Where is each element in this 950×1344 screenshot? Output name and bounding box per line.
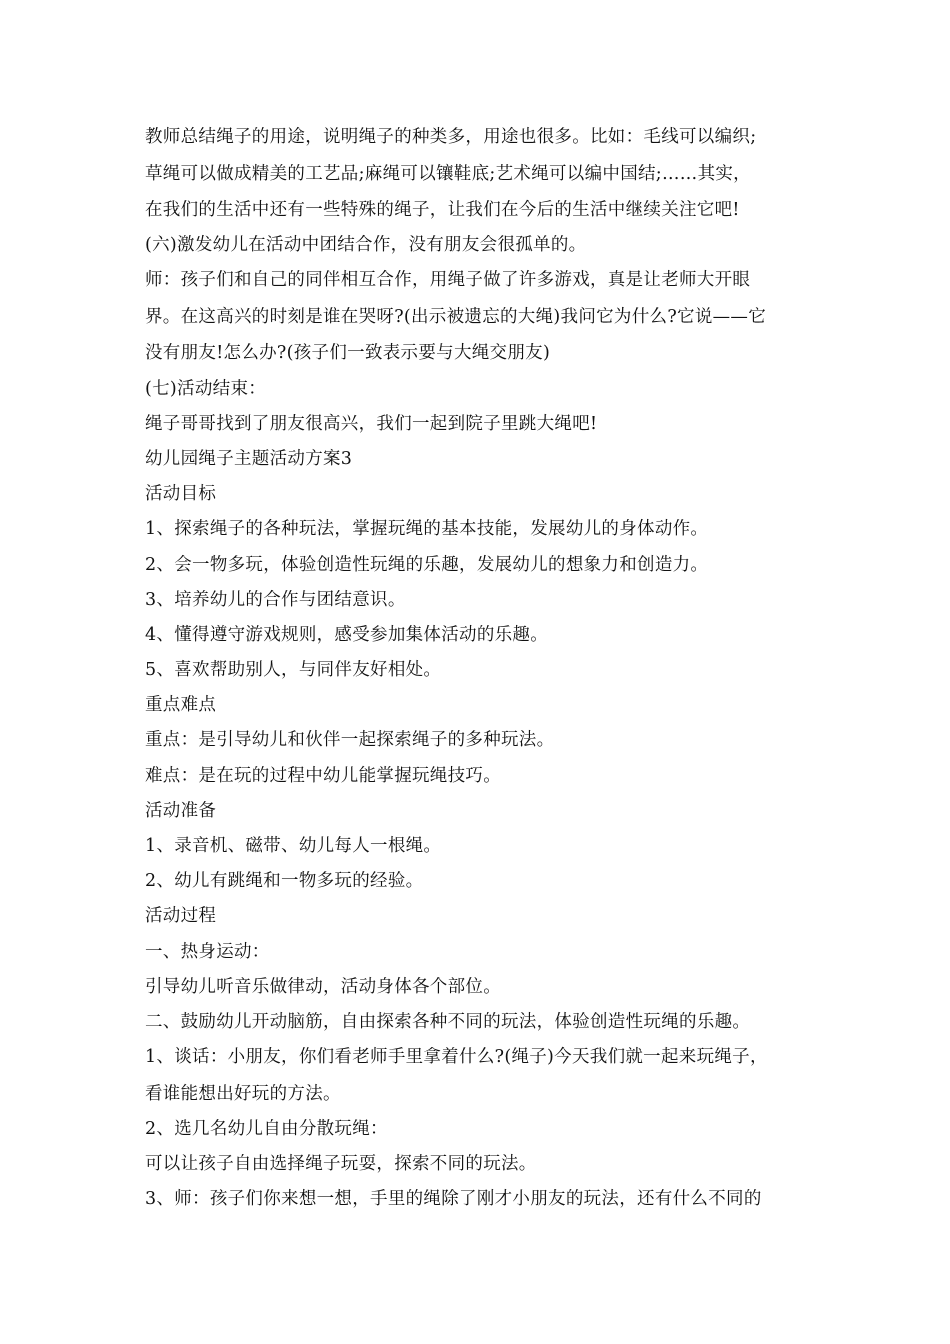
paragraph-line: 引导幼儿听音乐做律动，活动身体各个部位。: [145, 976, 501, 997]
paragraph-line: 师：孩子们和自己的同伴相互合作，用绳子做了许多游戏，真是让老师大开眼: [145, 270, 751, 291]
section-heading: 重点难点: [145, 695, 217, 716]
list-item: 2、幼儿有跳绳和一物多玩的经验。: [145, 871, 424, 892]
paragraph-line: 教师总结绳子的用途，说明绳子的种类多，用途也很多。比如：毛线可以编织;: [145, 127, 757, 147]
paragraph-line: (六)激发幼儿在活动中团结合作，没有朋友会很孤单的。: [145, 235, 587, 256]
paragraph-line: 界。在这高兴的时刻是谁在哭呀?(出示被遗忘的大绳)我问它为什么?它说——它: [145, 306, 767, 327]
section-heading: (七)活动结束：: [145, 378, 267, 399]
paragraph-line: 难点：是在玩的过程中幼儿能掌握玩绳技巧。: [145, 765, 501, 786]
section-heading: 一、热身运动：: [145, 941, 270, 962]
list-item: 1、探索绳子的各种玩法，掌握玩绳的基本技能，发展幼儿的身体动作。: [145, 519, 709, 540]
paragraph-line: 看谁能想出好玩的方法。: [145, 1083, 341, 1104]
paragraph-line: 没有朋友!怎么办?(孩子们一致表示要与大绳交朋友): [145, 343, 551, 364]
list-item: 2、选几名幼儿自由分散玩绳：: [145, 1118, 388, 1139]
paragraph-line: 绳子哥哥找到了朋友很高兴，我们一起到院子里跳大绳吧!: [145, 413, 598, 434]
section-heading: 二、鼓励幼儿开动脑筋，自由探索各种不同的玩法，体验创造性玩绳的乐趣。: [145, 1011, 751, 1032]
list-item: 3、培养幼儿的合作与团结意识。: [145, 589, 406, 610]
list-item: 2、会一物多玩，体验创造性玩绳的乐趣，发展幼儿的想象力和创造力。: [145, 554, 709, 575]
paragraph-line: 草绳可以做成精美的工艺品;麻绳可以镶鞋底;艺术绳可以编中国结;……其实，: [145, 163, 751, 184]
paragraph-line: 可以让孩子自由选择绳子玩耍，探索不同的玩法。: [145, 1154, 537, 1174]
section-heading: 活动目标: [145, 484, 217, 505]
list-item: 1、录音机、磁带、幼儿每人一根绳。: [145, 836, 442, 856]
paragraph-line: 在我们的生活中还有一些特殊的绳子，让我们在今后的生活中继续关注它吧!: [145, 200, 740, 220]
section-heading: 活动过程: [145, 906, 217, 927]
document-title: 幼儿园绳子主题活动方案3: [145, 448, 353, 469]
paragraph-line: 重点：是引导幼儿和伙伴一起探索绳子的多种玩法。: [145, 730, 555, 751]
document-body: [145, 124, 825, 1221]
section-heading: 活动准备: [145, 800, 217, 821]
list-item: 4、懂得遵守游戏规则，感受参加集体活动的乐趣。: [145, 624, 549, 645]
list-item: 1、谈话：小朋友，你们看老师手里拿着什么?(绳子)今天我们就一起来玩绳子，: [145, 1047, 768, 1068]
list-item: 3、师：孩子们你来想一想，手里的绳除了刚才小朋友的玩法，还有什么不同的: [145, 1189, 762, 1210]
list-item: 5、喜欢帮助别人，与同伴友好相处。: [145, 660, 442, 681]
